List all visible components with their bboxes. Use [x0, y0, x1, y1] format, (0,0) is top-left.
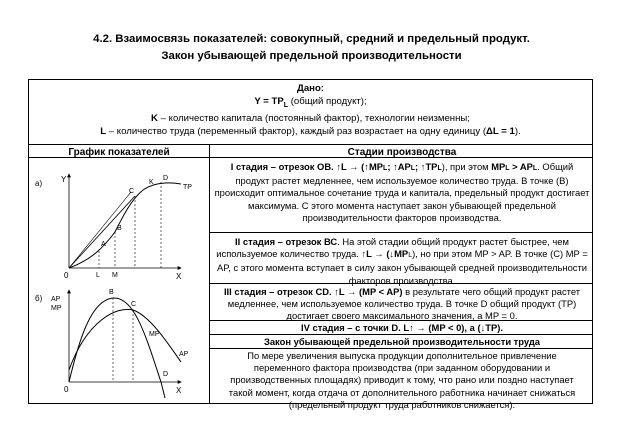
ap-curve-label: AP	[179, 351, 189, 358]
graph-a-x-label: X	[176, 272, 182, 281]
stage-4: IV стадия – с точки D. L↑ → (MP < 0), а (↓TP).	[301, 322, 503, 333]
given-block	[29, 82, 592, 138]
point-c-label: C	[129, 188, 135, 195]
section-subtitle: Закон убывающей предельной производительности	[161, 50, 462, 62]
point-d2-label: D	[163, 371, 169, 378]
tangent-line	[69, 192, 131, 268]
panel-b-label: б)	[35, 294, 43, 303]
graph-b-y-label-mp: MP	[51, 305, 62, 312]
x-mark-m: M	[112, 272, 118, 279]
point-a-label: A	[101, 241, 106, 248]
column-header-graph: График показателей	[68, 147, 170, 158]
mp-curve	[69, 298, 165, 398]
graph-b-x-label: X	[176, 386, 182, 395]
given-line-1: $Y = TP_L$ (общий продукт);	[254, 96, 367, 109]
ap-curve	[69, 309, 181, 370]
x-mark-l: L	[96, 272, 100, 279]
product-curves-graph	[31, 160, 207, 404]
stage-3: III стадия – отрезок CD. ↑L → (MP < AP) в результате чего общий продукт растет медленнее, чем используемое количество труда. В точке D общий продукт (TP) достигает своего максимального значения, а MP = 0.	[223, 286, 581, 322]
content-table	[28, 79, 593, 410]
law-title: Закон убывающей предельной производительности труда	[263, 336, 541, 347]
given-label: Дано:	[296, 83, 325, 94]
graph-a-origin: 0	[64, 271, 69, 280]
graph-a-y-label: Y	[61, 175, 67, 184]
tp-curve-label: TP	[183, 184, 192, 191]
point-d-label: D	[163, 175, 169, 182]
point-b2-label: B	[109, 289, 114, 296]
given-line-2: K – количество капитала (постоянный фактор), технологии неизменны;	[151, 112, 470, 124]
given-line-3: L – количество труда (переменный фактор), каждый раз возрастает на одну единицу (ΔL = 1).	[100, 125, 521, 137]
law-text: По мере увеличения выпуска продукции дополнительное привлечение переменного фактора производства (при заданном оборудовании и производственных площадях) приводит к тому, что рано или поздно наступает такой момент, когда отдача от дополнительного работника начинает снижаться (предельный продукт труда работников снижается).	[228, 350, 576, 410]
point-b-label: B	[117, 225, 122, 232]
panel-a-label: а)	[35, 179, 43, 188]
point-c2-label: C	[131, 301, 137, 308]
ray-line	[69, 196, 135, 268]
section-title: 4.2. Взаимосвязь показателей: совокупный, средний и предельный продукт.	[93, 33, 530, 45]
graph-b-origin: 0	[64, 385, 69, 394]
tp-curve	[69, 183, 181, 268]
stage-1: I стадия – отрезок ОВ. ↑L → (↑MPL; ↑APL; ↑TPL), при этом MPL > APL. Общий продукт растет медленнее, чем используемое количество труда. В точке (B) происходит оптимальное сочетание труда и капитала, предельный продукт достигает максимума. С этого момента наступает закон убывающей предельной производительности факторов производства.	[214, 161, 590, 223]
mp-curve-label: MP	[149, 331, 160, 338]
column-header-stages: Стадии производства	[347, 147, 457, 158]
point-k-label: K	[149, 179, 154, 186]
stage-2: II стадия – отрезок ВС. На этой стадии общий продукт растет быстрее, чем используемое количество труда. ↑L → (↓MPL), но при этом MP > AP. В точке (C) MP = AP, с этого момента вступает в силу закон убывающей средней производительности факторов производства.	[216, 236, 588, 286]
graph-b-y-label-ap: AP	[51, 296, 61, 303]
